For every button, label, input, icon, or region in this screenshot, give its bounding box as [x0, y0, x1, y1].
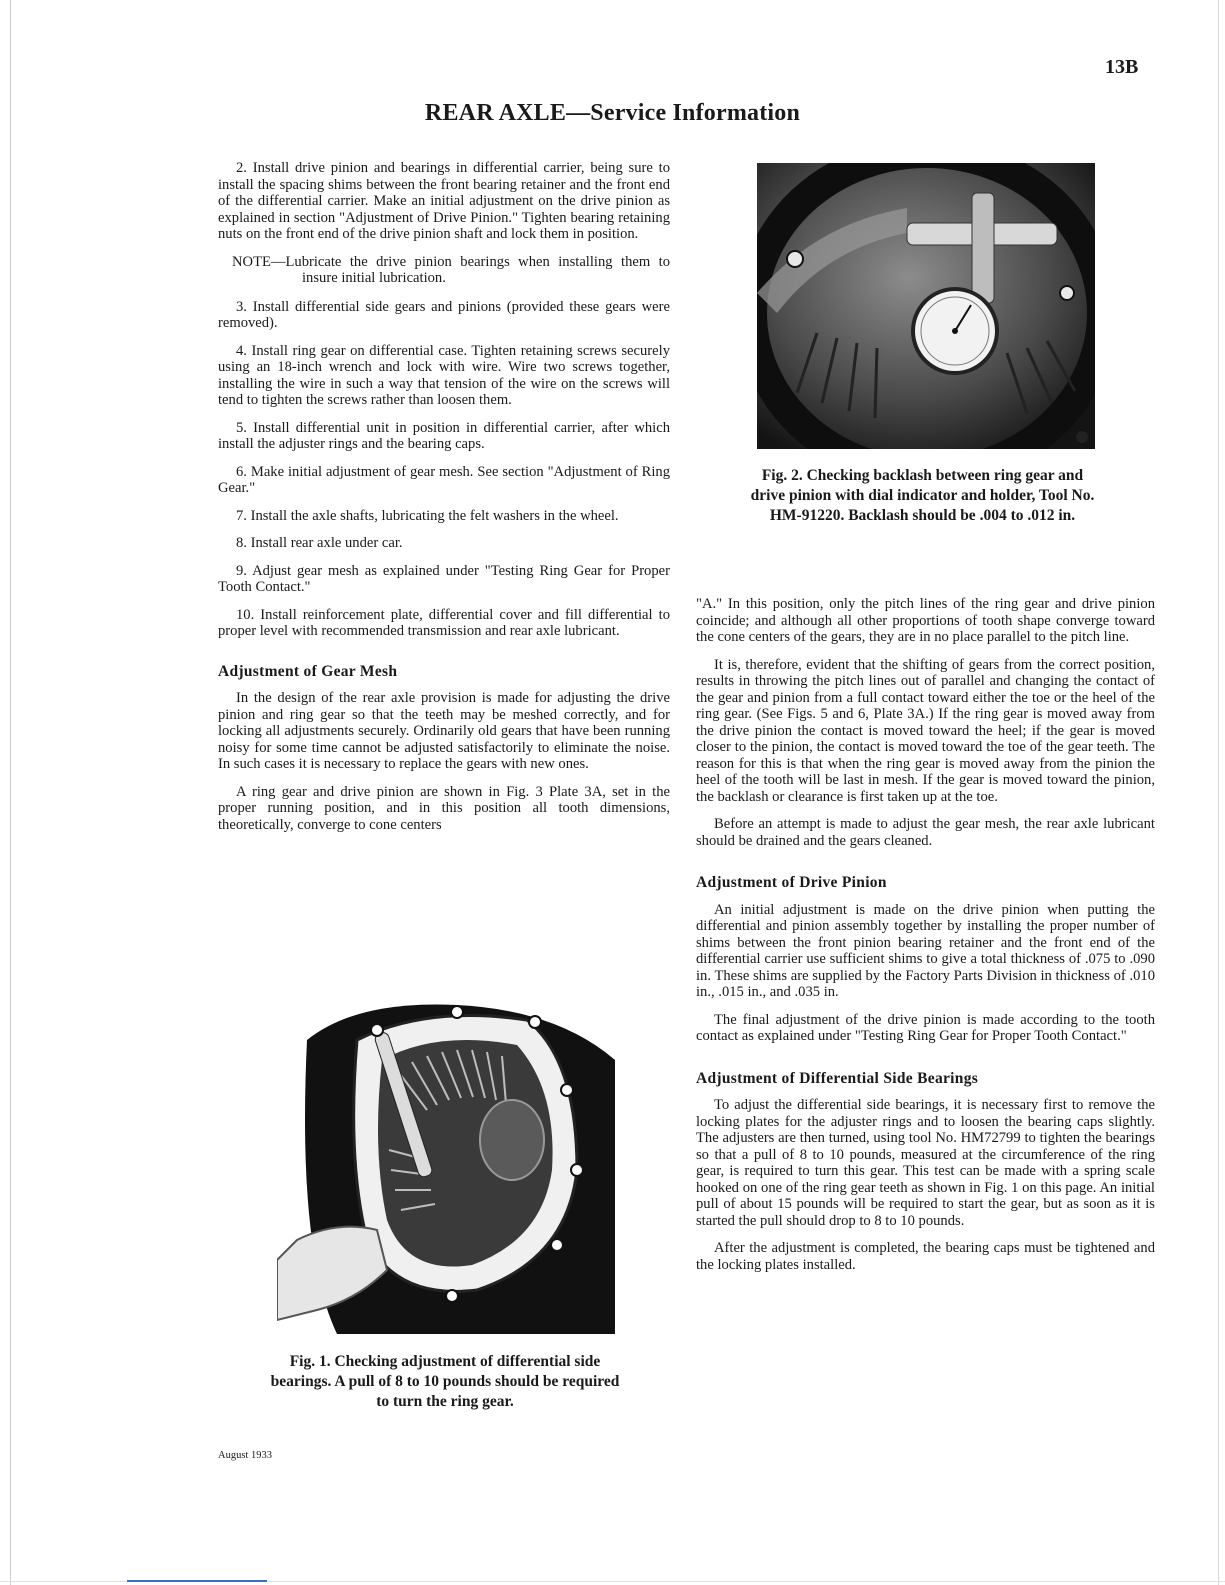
side-bearings-paragraph-1: To adjust the differential side bearings, it is necessary first to remove the locking plates for the adjuster rings and to loosen the bearing caps slightly. The adjusters are then turned, using tool No. HM72799 to tighten the bearings so that a pull of 8 to 10 pounds, measured at the circumference of the ring gear, is required to turn this gear. This test can be made with a spring scale hooked on one of the ring gear teeth as shown in Fig. 1 on this page. An initial pull of about 15 pounds will be required to start the gear, but as soon as it is started the pull should drop to 8 to 10 pounds.	[696, 1097, 1155, 1229]
step-8-paragraph: 8. Install rear axle under car.	[236, 535, 403, 551]
right-column	[696, 596, 1155, 1284]
fig1-photo-spring-scale	[277, 1000, 615, 1334]
page-edge-right	[1218, 0, 1219, 1585]
left-column	[218, 160, 670, 844]
step-2-paragraph: 2. Install drive pinion and bearings in differential carrier, being sure to install the spacing shims between the front bearing retainer and the front end of the differential carrier. Make an initial adjustment on the drive pinion as explained in section "Adjustment of Drive Pinion." Tighten bearing retaining nuts on the front end of the drive pinion shaft and lock them in position.	[218, 160, 670, 242]
step-4-paragraph: 4. Install ring gear on differential case. Tighten retaining screws securely using an 18-inch wrench and lock with wire. Wire two screws together, installing the wire in such a way that tension of the wire on the screws will tend to tighten the screws rather than loosen them.	[218, 342, 670, 408]
step-7-paragraph: 7. Install the axle shafts, lubricating the felt washers in the wheel.	[236, 507, 619, 524]
page-edge-left	[10, 0, 11, 1585]
fig1-caption: Fig. 1. Checking adjustment of differential side bearings. A pull of 8 to 10 pounds should be required to turn the ring gear.	[270, 1353, 620, 1410]
page-title	[0, 100, 1225, 127]
title-subtitle: —Service Information	[566, 100, 801, 126]
drive-pinion-paragraph-1: An initial adjustment is made on the drive pinion when putting the differential and pinion assembly together by installing the proper number of shims between the front pinion bearing retainer and the front end of the differential carrier use sufficient shims to give a total thickness of .075 to .090 in. These shims are supplied by the Factory Parts Division in thickness of .010 in., .015 in., and .035 in.	[696, 901, 1155, 1000]
gear-mesh-paragraph-1: In the design of the rear axle provision is made for adjusting the drive pinion and ring gear so that the teeth may be meshed correctly, and for locking all adjustments securely. Ordinarily old gears that have been running noisy for some time cannot be adjusted satisfactorily to eliminate the noise. In such cases it is necessary to replace the gears with new ones.	[218, 690, 670, 772]
pitch-lines-paragraph: "A." In this position, only the pitch lines of the ring gear and drive pinion coincide; and although all other proportions of tooth shape converge toward the cone centers of the gears, they are in no place parallel to the pitch line.	[696, 596, 1155, 645]
heading-adjustment-side-bearings: Adjustment of Differential Side Bearings	[696, 1069, 979, 1087]
fig2-photo-dial-indicator	[757, 163, 1095, 449]
drain-lubricant-paragraph: Before an attempt is made to adjust the gear mesh, the rear axle lubricant should be drained and the gears cleaned.	[696, 816, 1155, 849]
step-9-paragraph: 9. Adjust gear mesh as explained under "Testing Ring Gear for Proper Tooth Contact."	[218, 562, 670, 595]
step-6-paragraph: 6. Make initial adjustment of gear mesh. See section "Adjustment of Ring Gear."	[218, 463, 670, 496]
title-main: REAR AXLE	[424, 100, 567, 126]
lubrication-note: NOTE—Lubricate the drive pinion bearings when installing them to insure initial lubrication.	[232, 253, 670, 286]
heading-adjustment-gear-mesh: Adjustment of Gear Mesh	[218, 662, 398, 680]
fig2-caption: Fig. 2. Checking backlash between ring gear and drive pinion with dial indicator and holder, Tool No. HM-91220. Backlash should be .004 to .012 in.	[750, 467, 1095, 524]
heading-adjustment-drive-pinion: Adjustment of Drive Pinion	[696, 874, 887, 891]
footer-date: August 1933	[218, 1450, 272, 1461]
page-number: 13B	[1105, 56, 1139, 78]
step-5-paragraph: 5. Install differential unit in position in differential carrier, after which install the adjuster rings and the bearing caps.	[218, 419, 670, 452]
bottom-link-underline	[127, 1580, 267, 1582]
step-10-paragraph: 10. Install reinforcement plate, differential cover and fill differential to proper level with recommended transmission and rear axle lubricant.	[218, 606, 670, 639]
gear-mesh-paragraph-2: A ring gear and drive pinion are shown in Fig. 3 Plate 3A, set in the proper running position, and in this position all tooth dimensions, theoretically, converge to cone centers	[218, 783, 670, 833]
drive-pinion-paragraph-2: The final adjustment of the drive pinion is made according to the tooth contact as explained under "Testing Ring Gear for Proper Tooth Contact."	[696, 1011, 1155, 1044]
side-bearings-paragraph-2: After the adjustment is completed, the bearing caps must be tightened and the locking plates installed.	[696, 1240, 1155, 1273]
step-3-paragraph: 3. Install differential side gears and pinions (provided these gears were removed).	[218, 298, 670, 331]
shifting-gears-paragraph: It is, therefore, evident that the shifting of gears from the correct position, results in throwing the pitch lines out of parallel and changing the contact of the gear and pinion from a full contact toward either the toe or the heel of the ring gear. (See Figs. 5 and 6, Plate 3A.) If the ring gear is moved away from the drive pinion the contact is moved toward the heel; if the gear is moved closer to the pinion, the contact is moved toward the toe of the gear teeth. The reason for this is that when the ring gear is moved away from the pinion the heel of the tooth will be last in mesh. If the gear is moved toward the pinion, the backlash or clearance is first taken up at the toe.	[696, 656, 1155, 805]
